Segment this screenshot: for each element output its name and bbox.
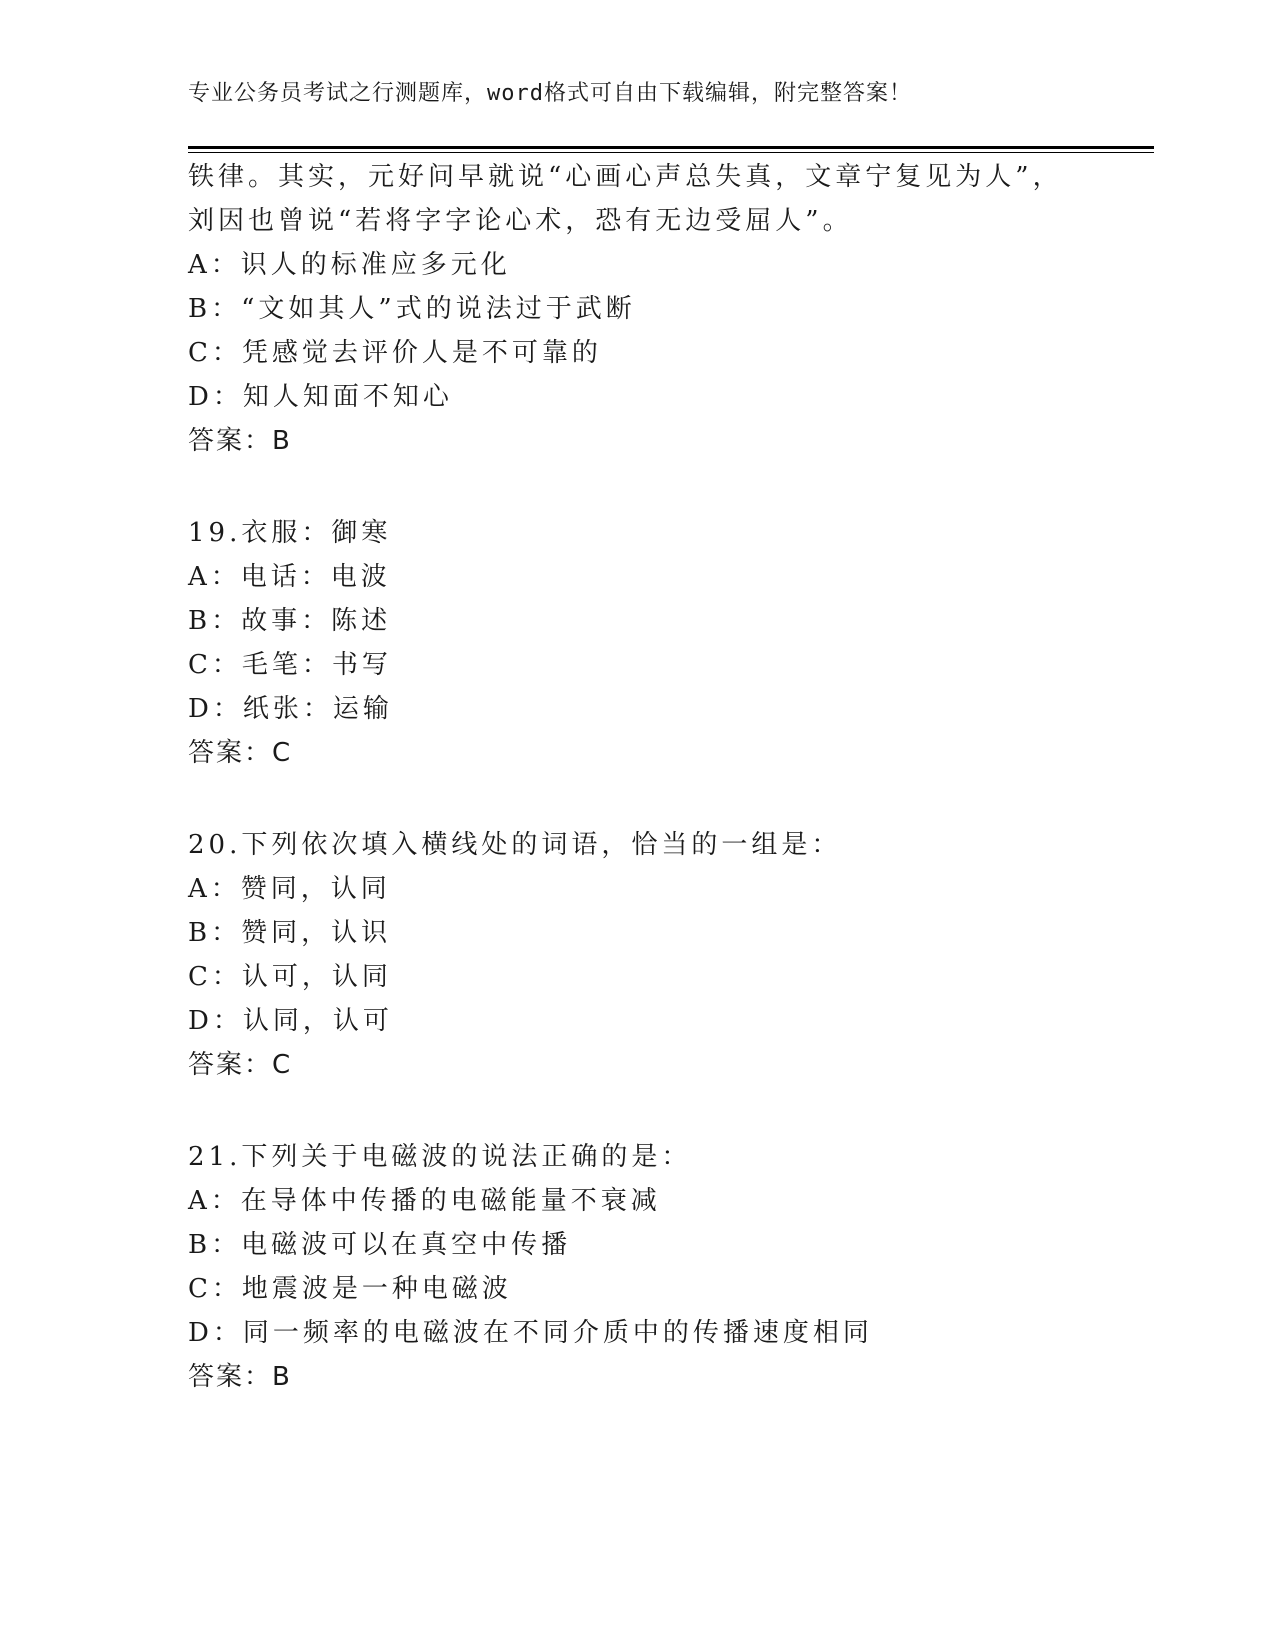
option-b: B：电磁波可以在真空中传播	[188, 1230, 572, 1260]
option-a: A：在导体中传播的电磁能量不衰减	[188, 1186, 661, 1216]
answer-line: 答案：C	[188, 738, 293, 768]
question-stem: 21.下列关于电磁波的说法正确的是：	[188, 1142, 692, 1172]
option-a: A：电话：电波	[188, 562, 391, 592]
header-divider-thick	[188, 146, 1154, 149]
page-header: 专业公务员考试之行测题库，word格式可自由下载编辑，附完整答案！	[188, 81, 912, 106]
question-text-line: 铁律。其实，元好问早就说“心画心声总失真，文章宁复见为人”，	[188, 162, 1063, 192]
header-divider-thin	[188, 152, 1154, 153]
option-b: B：故事：陈述	[188, 606, 392, 636]
option-c: C：毛笔：书写	[188, 650, 392, 680]
answer-line: 答案：B	[188, 426, 292, 456]
option-b: B：“文如其人”式的说法过于武断	[188, 294, 636, 324]
option-a: A：识人的标准应多元化	[188, 250, 511, 280]
option-b: B：赞同，认识	[188, 918, 392, 948]
option-a: A：赞同，认同	[188, 874, 391, 904]
answer-line: 答案：C	[188, 1050, 293, 1080]
option-d: D：纸张：运输	[188, 694, 393, 724]
question-stem: 20.下列依次填入横线处的词语，恰当的一组是：	[188, 830, 842, 860]
option-c: C：认可，认同	[188, 962, 392, 992]
option-d: D：同一频率的电磁波在不同介质中的传播速度相同	[188, 1318, 873, 1348]
option-c: C：地震波是一种电磁波	[188, 1274, 512, 1304]
option-d: D：认同，认可	[188, 1006, 393, 1036]
question-text-line: 刘因也曾说“若将字字论心术，恐有无边受屈人”。	[188, 206, 853, 236]
option-c: C：凭感觉去评价人是不可靠的	[188, 338, 602, 368]
answer-line: 答案：B	[188, 1362, 292, 1392]
option-d: D：知人知面不知心	[188, 382, 453, 412]
question-stem: 19.衣服：御寒	[188, 518, 392, 548]
